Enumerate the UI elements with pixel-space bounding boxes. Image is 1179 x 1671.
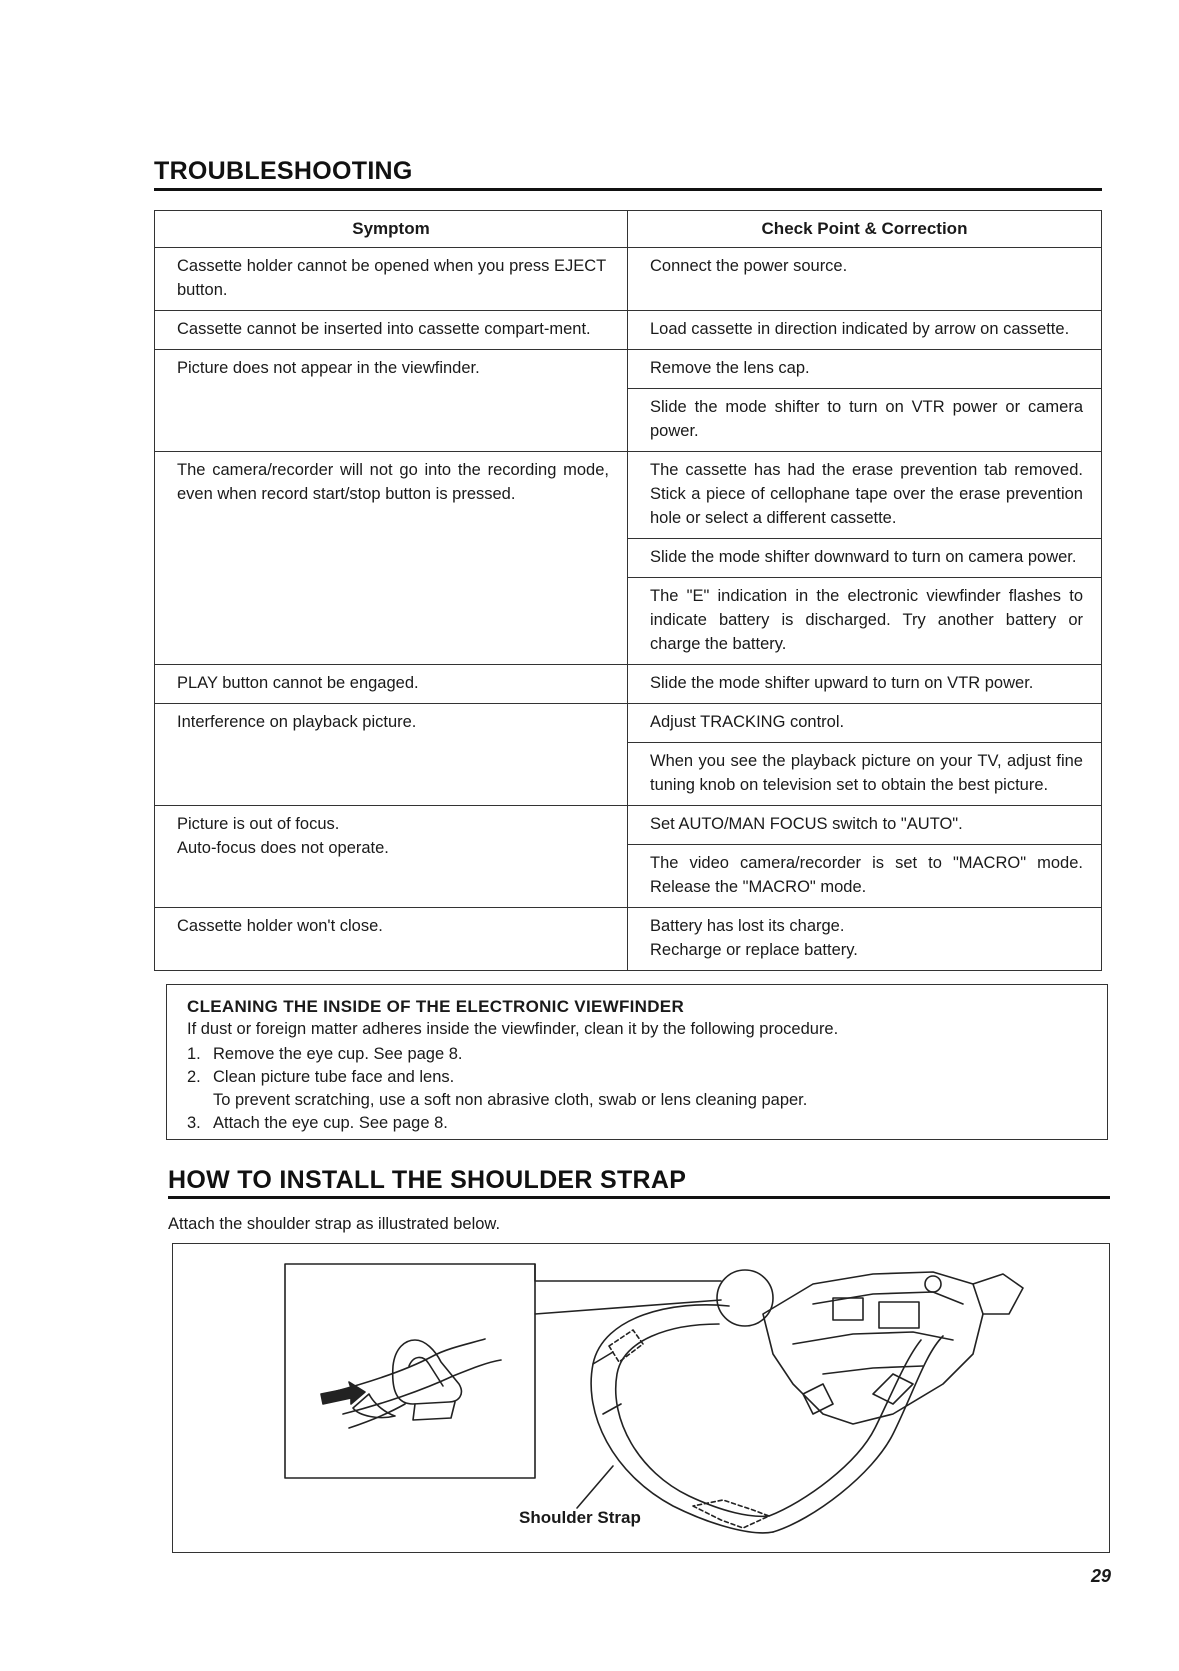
check-cell: Adjust TRACKING control. [628, 704, 1102, 743]
table-row [155, 806, 1102, 845]
buckle-detail-icon [321, 1339, 501, 1428]
symptom-cell: Cassette holder cannot be opened when you press EJECT button. [155, 248, 628, 311]
symptom-header: Symptom [155, 211, 628, 248]
check-cell: Slide the mode shifter upward to turn on VTR power. [628, 665, 1102, 704]
strap-figure-label: Shoulder Strap [519, 1508, 641, 1527]
camera-icon [763, 1272, 1023, 1424]
strap-title: HOW TO INSTALL THE SHOULDER STRAP [168, 1166, 687, 1194]
table-header-row [155, 211, 1102, 248]
symptom-cell: PLAY button cannot be engaged. [155, 665, 628, 704]
table-row [155, 248, 1102, 311]
step-number: 3. [187, 1114, 201, 1132]
shoulder-strap-icon [591, 1305, 943, 1533]
cleaning-title: CLEANING THE INSIDE OF THE ELECTRONIC VIEWFINDER [187, 997, 685, 1016]
step-text: Attach the eye cup. See page 8. [213, 1114, 448, 1132]
symptom-cell: The camera/recorder will not go into the recording mode, even when record start/stop button is pressed. [155, 452, 628, 665]
check-cell: The "E" indication in the electronic viewfinder flashes to indicate battery is discharged. Try another battery or charge the battery. [628, 578, 1102, 665]
troubleshooting-title: TROUBLESHOOTING [154, 157, 413, 185]
check-cell: Slide the mode shifter to turn on VTR power or camera power. [628, 389, 1102, 452]
check-line: Battery has lost its charge. [650, 917, 845, 935]
connector-line [535, 1264, 721, 1281]
title-rule [154, 188, 1102, 191]
check-cell: When you see the playback picture on your TV, adjust fine tuning knob on television set to obtain the best picture. [628, 743, 1102, 806]
check-header: Check Point & Correction [628, 211, 1102, 248]
cleaning-box [166, 984, 1108, 1140]
symptom-cell: Picture does not appear in the viewfinder. [155, 350, 628, 452]
symptom-line: Auto-focus does not operate. [177, 839, 389, 857]
table-row [155, 908, 1102, 971]
table-row [155, 350, 1102, 389]
step-text: Remove the eye cup. See page 8. [213, 1045, 463, 1063]
title-rule [168, 1196, 1110, 1199]
cleaning-step [187, 1112, 1087, 1135]
strap-intro: Attach the shoulder strap as illustrated below. [168, 1215, 501, 1233]
check-line: Recharge or replace battery. [650, 941, 858, 959]
check-cell: Connect the power source. [628, 248, 1102, 311]
step-number: 2. [187, 1068, 201, 1086]
check-cell: Slide the mode shifter downward to turn on camera power. [628, 539, 1102, 578]
symptom-cell: Cassette cannot be inserted into cassette compart-ment. [155, 311, 628, 350]
symptom-cell: Interference on playback picture. [155, 704, 628, 806]
detail-inset-frame [285, 1264, 535, 1478]
step-text: Clean picture tube face and lens. [213, 1068, 455, 1086]
table-row [155, 452, 1102, 539]
check-cell: Load cassette in direction indicated by arrow on cassette. [628, 311, 1102, 350]
table-row [155, 311, 1102, 350]
check-cell: Remove the lens cap. [628, 350, 1102, 389]
step-subtext: To prevent scratching, use a soft non abrasive cloth, swab or lens cleaning paper. [213, 1091, 808, 1109]
connector-line [535, 1300, 721, 1314]
check-cell [628, 908, 1102, 971]
step-number: 1. [187, 1045, 201, 1063]
cleaning-intro: If dust or foreign matter adheres inside the viewfinder, clean it by the following procedure. [187, 1020, 839, 1038]
label-leader-line [577, 1466, 613, 1508]
check-cell: The cassette has had the erase prevention tab removed. Stick a piece of cellophane tape over the erase prevention hole or select a different cassette. [628, 452, 1102, 539]
check-cell: Set AUTO/MAN FOCUS switch to "AUTO". [628, 806, 1102, 845]
table-row [155, 704, 1102, 743]
troubleshooting-table [154, 210, 1102, 971]
symptom-cell [155, 806, 628, 908]
strap-illustration [173, 1244, 1110, 1553]
page-number: 29 [1091, 1566, 1112, 1586]
strap-figure [172, 1243, 1110, 1553]
cleaning-step [187, 1066, 1087, 1089]
check-cell: The video camera/recorder is set to "MACRO" mode. Release the "MACRO" mode. [628, 845, 1102, 908]
table-row [155, 665, 1102, 704]
symptom-line: Picture is out of focus. [177, 815, 340, 833]
symptom-cell: Cassette holder won't close. [155, 908, 628, 971]
cleaning-step [187, 1043, 1087, 1066]
